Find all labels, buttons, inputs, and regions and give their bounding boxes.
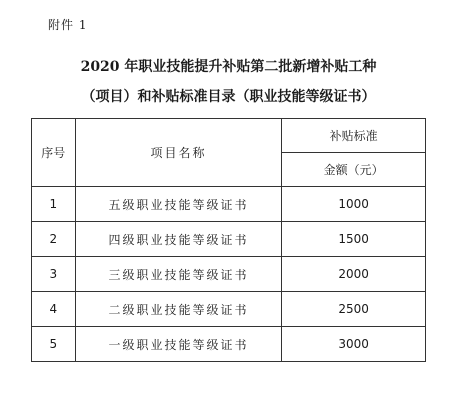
cell-item-name: 三级职业技能等级证书 bbox=[75, 257, 282, 292]
table-row bbox=[32, 327, 426, 362]
document-title-line-2: （项目）和补贴标准目录（职业技能等级证书） bbox=[81, 89, 376, 105]
cell-no: 2 bbox=[32, 222, 76, 257]
cell-no: 1 bbox=[32, 187, 76, 222]
attachment-label: 附件 1 bbox=[48, 18, 88, 32]
table-header-row bbox=[32, 119, 426, 153]
cell-amount: 1500 bbox=[282, 222, 426, 257]
header-no: 序号 bbox=[32, 119, 76, 187]
header-subsidy-standard: 补贴标准 bbox=[282, 119, 426, 153]
cell-amount: 2000 bbox=[282, 257, 426, 292]
table-row bbox=[32, 187, 426, 222]
cell-item-name: 五级职业技能等级证书 bbox=[75, 187, 282, 222]
table-row bbox=[32, 292, 426, 327]
cell-amount: 1000 bbox=[282, 187, 426, 222]
cell-amount: 3000 bbox=[282, 327, 426, 362]
document-title-line-1: 2020 年职业技能提升补贴第二批新增补贴工种 bbox=[80, 59, 377, 75]
cell-item-name: 一级职业技能等级证书 bbox=[75, 327, 282, 362]
cell-no: 4 bbox=[32, 292, 76, 327]
header-amount: 金额（元） bbox=[282, 153, 426, 187]
cell-amount: 2500 bbox=[282, 292, 426, 327]
cell-item-name: 四级职业技能等级证书 bbox=[75, 222, 282, 257]
cell-item-name: 二级职业技能等级证书 bbox=[75, 292, 282, 327]
cell-no: 5 bbox=[32, 327, 76, 362]
subsidy-table bbox=[31, 118, 426, 362]
table-row bbox=[32, 257, 426, 292]
header-item-name: 项目名称 bbox=[75, 119, 282, 187]
table-row bbox=[32, 222, 426, 257]
cell-no: 3 bbox=[32, 257, 76, 292]
